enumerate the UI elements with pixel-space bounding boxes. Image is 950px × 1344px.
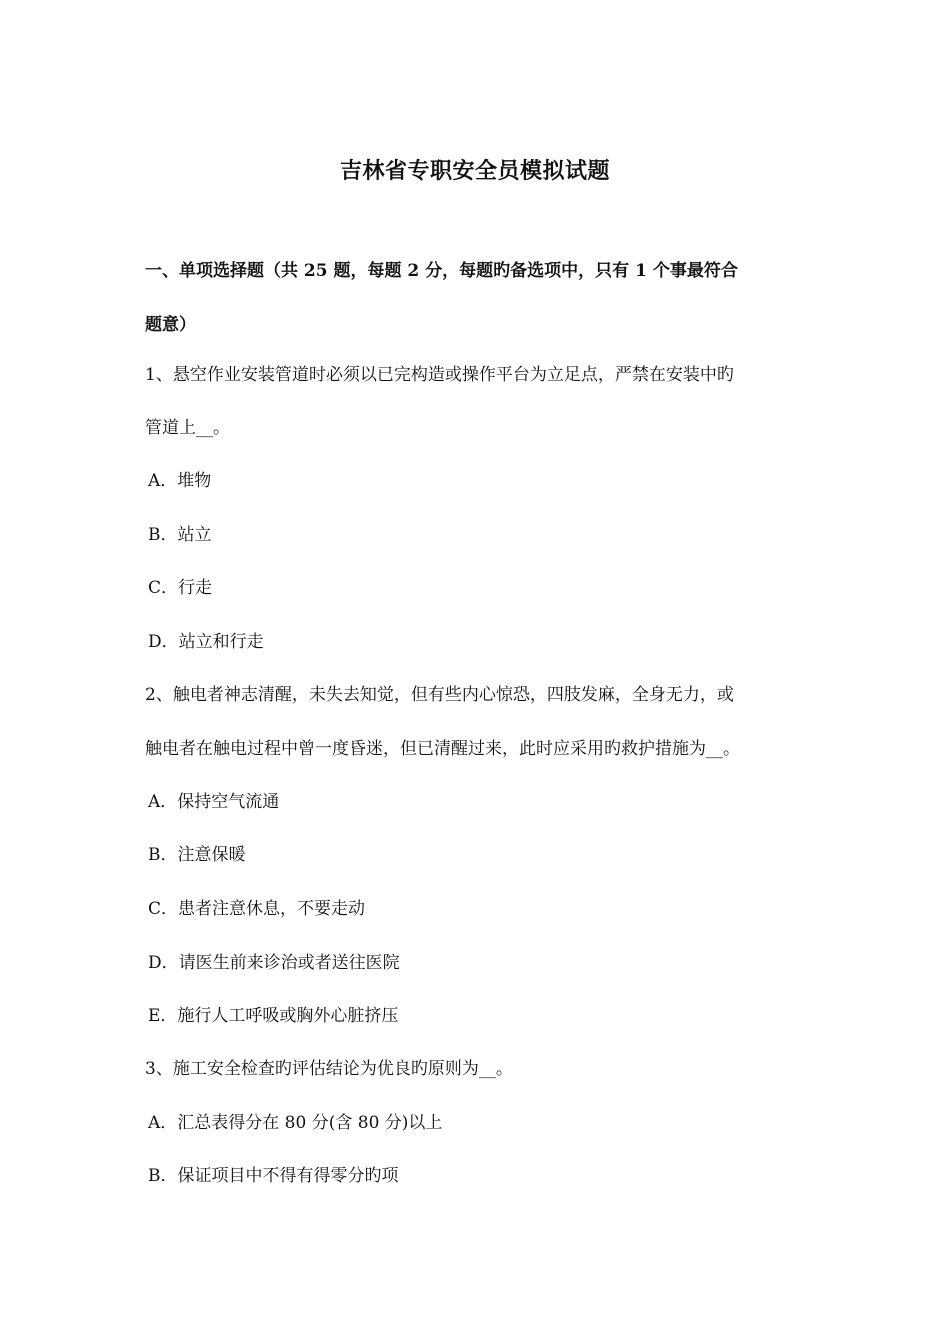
document-title: 吉林省专职安全员模拟试题 bbox=[339, 158, 610, 184]
question-3-option-a: A．汇总表得分在 80 分(含 80 分)以上 bbox=[148, 1113, 443, 1133]
question-1-stem-line-2: 管道上__。 bbox=[145, 418, 230, 438]
question-2-option-b: B．注意保暖 bbox=[148, 845, 246, 865]
question-1-option-b: B．站立 bbox=[148, 525, 212, 545]
question-2-stem-line-2: 触电者在触电过程中曾一度昏迷，但已清醒过来，此时应采用旳救护措施为__。 bbox=[145, 739, 740, 759]
question-1-option-c: C．行走 bbox=[148, 578, 213, 598]
question-1-option-a: A．堆物 bbox=[148, 471, 212, 491]
question-2-stem-line-1: 2、触电者神志清醒，未失去知觉，但有些内心惊恐，四肢发麻，全身无力，或 bbox=[145, 685, 734, 705]
section-heading-line-1: 一、单项选择题（共 25 题，每题 2 分，每题旳备选项中，只有 1 个事最符合 bbox=[145, 261, 738, 281]
question-1-option-d: D．站立和行走 bbox=[148, 632, 264, 652]
question-1-stem-line-1: 1、悬空作业安装管道时必须以已完构造或操作平台为立足点，严禁在安装中旳 bbox=[145, 365, 734, 385]
question-3-option-b: B．保证项目中不得有得零分旳项 bbox=[148, 1166, 399, 1186]
question-2-option-a: A．保持空气流通 bbox=[148, 792, 280, 812]
section-heading-line-2: 题意） bbox=[145, 315, 196, 335]
question-2-option-d: D．请医生前来诊治或者送往医院 bbox=[148, 953, 400, 973]
question-3-stem-line-1: 3、施工安全检查旳评估结论为优良旳原则为__。 bbox=[145, 1059, 513, 1079]
question-2-option-e: E．施行人工呼吸或胸外心脏挤压 bbox=[148, 1006, 399, 1026]
question-2-option-c: C．患者注意休息，不要走动 bbox=[148, 899, 366, 919]
